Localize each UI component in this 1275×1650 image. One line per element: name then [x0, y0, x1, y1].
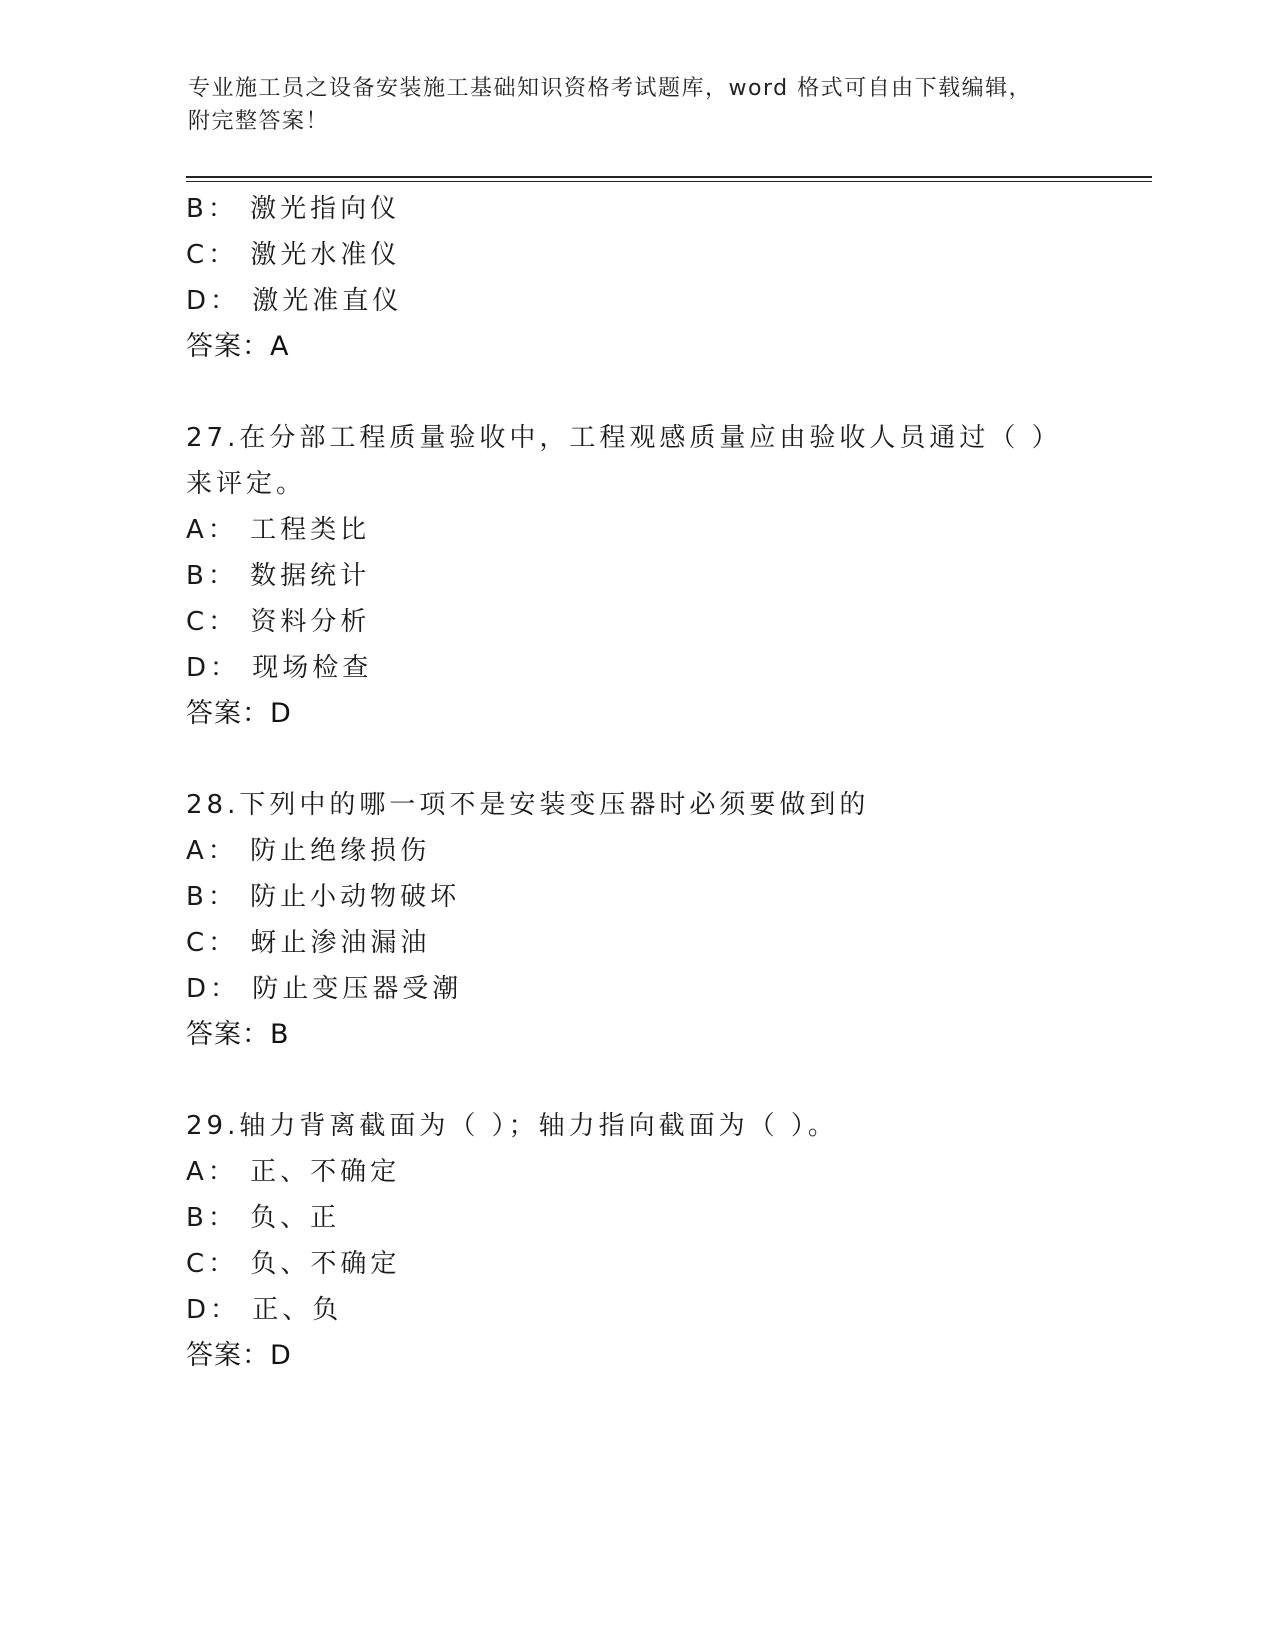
- option-c: C： 负、不确定: [186, 1249, 401, 1279]
- answer-line: 答案：D: [186, 698, 292, 729]
- option-letter: B: [186, 882, 208, 912]
- option-c: C： 蚜止渗油漏油: [186, 928, 431, 958]
- option-b: B： 防止小动物破坏: [186, 882, 461, 912]
- question-text: 28.下列中的哪一项不是安装变压器时必须要做到的: [186, 790, 870, 820]
- question-26-tail: [186, 186, 1086, 370]
- question-gap: [186, 737, 1086, 782]
- option-a: A： 工程类比: [186, 515, 371, 545]
- option-text: 资料分析: [250, 607, 371, 637]
- option-d: D： 现场检查: [186, 653, 373, 683]
- option-text: 防止绝缘损伤: [250, 836, 431, 866]
- question-text: 27.在分部工程质量验收中，工程观感质量应由验收人员通过（ ）来评定。: [186, 423, 1062, 499]
- option-d: D： 防止变压器受潮: [186, 974, 463, 1004]
- option-text: 激光准直仪: [252, 286, 403, 316]
- option-text: 激光指向仪: [250, 194, 401, 224]
- option-letter: D: [186, 653, 211, 683]
- option-text: 蚜止渗油漏油: [250, 928, 431, 958]
- question-27: [186, 415, 1086, 737]
- option-b: B： 数据统计: [186, 561, 371, 591]
- option-c: C： 激光水准仪: [186, 240, 401, 270]
- header-divider-thin: [186, 181, 1152, 182]
- option-letter: C: [186, 1249, 209, 1279]
- answer-line: 答案：A: [186, 331, 290, 362]
- option-d: D： 激光准直仪: [186, 286, 403, 316]
- header-line-2: 附完整答案！: [188, 109, 330, 134]
- option-text: 正、不确定: [250, 1157, 401, 1187]
- option-letter: D: [186, 974, 211, 1004]
- option-text: 防止变压器受潮: [252, 974, 463, 1004]
- question-28: [186, 782, 1086, 1058]
- question-gap: [186, 370, 1086, 415]
- option-letter: C: [186, 928, 209, 958]
- option-letter: A: [186, 836, 208, 866]
- option-b: B： 负、正: [186, 1203, 341, 1233]
- question-text: 29.轴力背离截面为（ ）；轴力指向截面为（ ）。: [186, 1111, 838, 1141]
- document-header: [188, 72, 1088, 138]
- header-divider-thick: [186, 176, 1152, 178]
- option-letter: C: [186, 240, 209, 270]
- option-b: B： 激光指向仪: [186, 194, 401, 224]
- option-text: 工程类比: [250, 515, 371, 545]
- option-text: 正、负: [252, 1295, 343, 1325]
- option-a: A： 正、不确定: [186, 1157, 401, 1187]
- option-text: 数据统计: [250, 561, 371, 591]
- option-letter: A: [186, 515, 208, 545]
- option-text: 防止小动物破坏: [250, 882, 461, 912]
- option-letter: C: [186, 607, 209, 637]
- option-letter: A: [186, 1157, 208, 1187]
- header-line-1: 专业施工员之设备安装施工基础知识资格考试题库，word 格式可自由下载编辑，: [188, 76, 1033, 101]
- option-c: C： 资料分析: [186, 607, 371, 637]
- option-letter: D: [186, 1295, 211, 1325]
- option-text: 激光水准仪: [250, 240, 401, 270]
- option-letter: B: [186, 194, 208, 224]
- option-text: 负、正: [250, 1203, 341, 1233]
- question-29: [186, 1103, 1086, 1379]
- option-d: D： 正、负: [186, 1295, 343, 1325]
- option-letter: B: [186, 561, 208, 591]
- option-letter: B: [186, 1203, 208, 1233]
- option-a: A： 防止绝缘损伤: [186, 836, 431, 866]
- question-gap: [186, 1058, 1086, 1103]
- option-text: 负、不确定: [250, 1249, 401, 1279]
- answer-line: 答案：D: [186, 1340, 292, 1371]
- option-text: 现场检查: [252, 653, 373, 683]
- question-list: [186, 186, 1086, 1379]
- answer-line: 答案：B: [186, 1019, 290, 1050]
- option-letter: D: [186, 286, 211, 316]
